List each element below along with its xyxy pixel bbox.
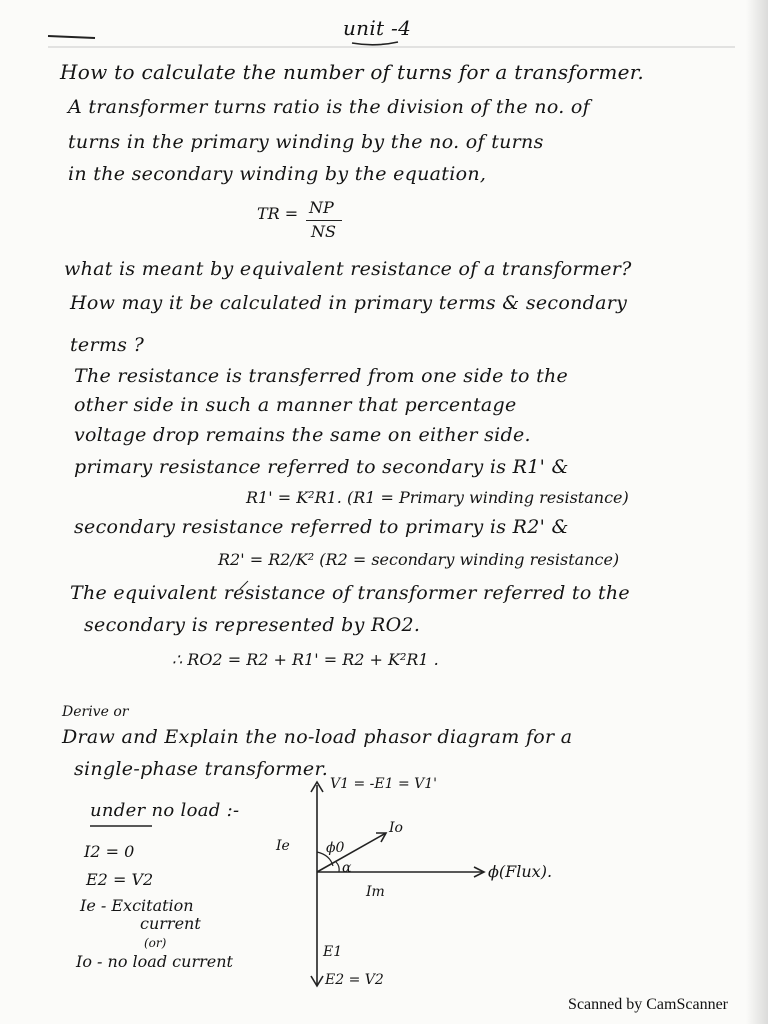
top-left-dash <box>48 36 95 38</box>
label-io: Io <box>389 820 403 836</box>
ie-definition: Ie - Excitation <box>80 896 194 915</box>
io-definition: Io - no load current <box>76 952 233 971</box>
condition-e2: E2 = V2 <box>86 870 154 889</box>
label-e2: E2 = V2 <box>325 972 384 988</box>
formula-lhs: TR = <box>257 204 299 223</box>
fraction-bar <box>306 220 342 221</box>
label-im: Im <box>366 884 385 900</box>
label-flux: ϕ(Flux). <box>488 862 553 881</box>
scanner-watermark: Scanned by CamScanner <box>568 996 728 1013</box>
question-line: what is meant by equivalent resistance of a transformer? <box>64 258 632 280</box>
condition-i2: I2 = 0 <box>84 842 135 861</box>
alpha-arc <box>336 862 339 872</box>
equation-ro2: ∴ RO2 = R2 + R1' = R2 + K²R1 . <box>172 650 439 669</box>
answer-line: voltage drop remains the same on either side. <box>74 424 531 446</box>
answer-line: primary resistance referred to secondary is R1' & <box>74 456 569 478</box>
label-e1: E1 <box>323 944 343 960</box>
formula-numerator: NP <box>309 198 334 217</box>
answer-line: A transformer turns ratio is the division of the no. of <box>68 96 590 118</box>
answer-line: The resistance is transferred from one side to the <box>74 365 569 387</box>
answer-line: secondary resistance referred to primary is R2' & <box>74 516 569 538</box>
label-alpha: α <box>342 860 352 876</box>
unit-underline <box>352 42 398 45</box>
question-line: How may it be calculated in primary terms & secondary <box>70 292 628 314</box>
answer-line: in the secondary winding by the equation, <box>68 163 487 185</box>
label-ie: Ie <box>276 838 290 854</box>
under-no-load-heading: under no load :- <box>90 800 240 821</box>
label-v1: V1 = -E1 = V1' <box>330 776 438 792</box>
answer-line: The equivalent resistance of transformer referred to the <box>70 582 630 604</box>
answer-line: secondary is represented by RO2. <box>84 614 421 636</box>
equation-r1-referred: R1' = K²R1. (R1 = Primary winding resistance) <box>246 488 629 507</box>
equation-r2-referred: R2' = R2/K² (R2 = secondary winding resistance) <box>218 550 620 569</box>
or-mark: (or) <box>144 936 167 950</box>
label-phi0: ϕ0 <box>326 840 345 856</box>
question-line: terms ? <box>70 334 145 356</box>
question-line: Draw and Explain the no-load phasor diagram for a <box>62 726 573 748</box>
formula-denominator: NS <box>311 222 336 241</box>
unit-heading: unit -4 <box>343 16 412 40</box>
question-turns: How to calculate the number of turns for a transformer. <box>60 60 645 84</box>
answer-line: turns in the primary winding by the no. of turns <box>68 131 544 153</box>
answer-line: other side in such a manner that percentage <box>74 394 517 416</box>
derive-or-note: Derive or <box>62 704 129 720</box>
ie-definition-cont: current <box>140 914 201 933</box>
question-line: single-phase transformer. <box>74 758 329 780</box>
